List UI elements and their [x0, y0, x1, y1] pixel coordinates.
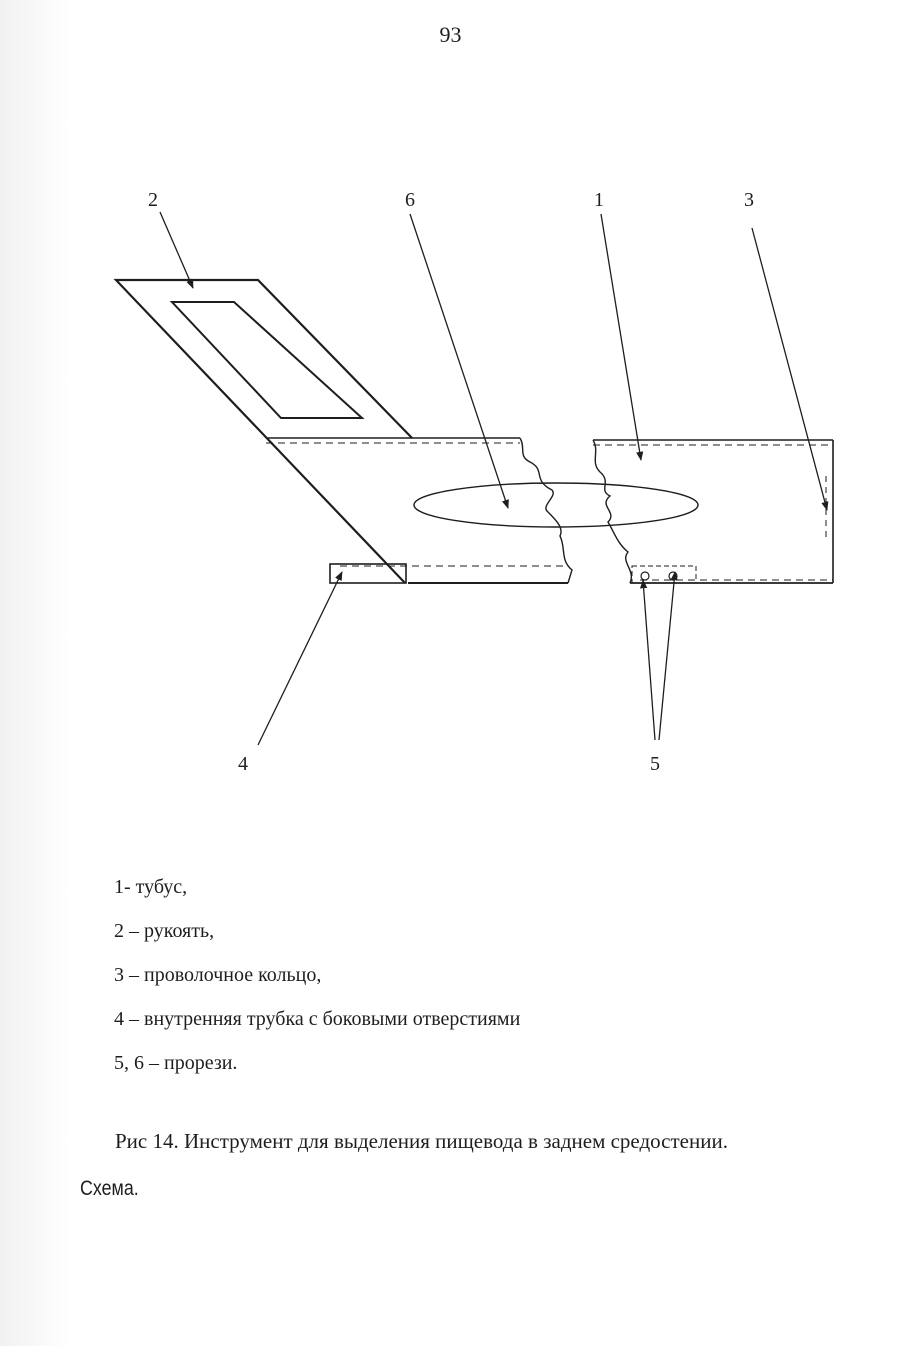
label-wire-ring: 3 [744, 189, 754, 211]
legend-list [114, 873, 520, 1093]
handle-shape [116, 280, 412, 583]
page-number: 93 [439, 22, 462, 47]
figure-caption-tail: Схема. [80, 1177, 139, 1200]
figure-caption: Рис 14. Инструмент для выделения пищевода в заднем средостении. [115, 1129, 728, 1153]
label-inner-tube: 4 [238, 753, 248, 775]
legend-item: 3 – проволочное кольцо, [114, 964, 322, 986]
legend-item: 5, 6 – прорези. [114, 1052, 238, 1074]
tube-right-segment [593, 440, 833, 583]
label-slots-bottom: 5 [650, 753, 660, 775]
leader-arrows [160, 212, 827, 745]
label-tube: 1 [594, 189, 604, 211]
legend-item: 4 – внутренняя трубка с боковыми отверстиями [114, 1008, 521, 1030]
label-handle: 2 [148, 189, 158, 211]
label-slot-oval: 6 [405, 189, 415, 211]
legend-item: 2 – рукоять, [114, 920, 215, 942]
legend-item: 1- тубус, [114, 876, 188, 898]
